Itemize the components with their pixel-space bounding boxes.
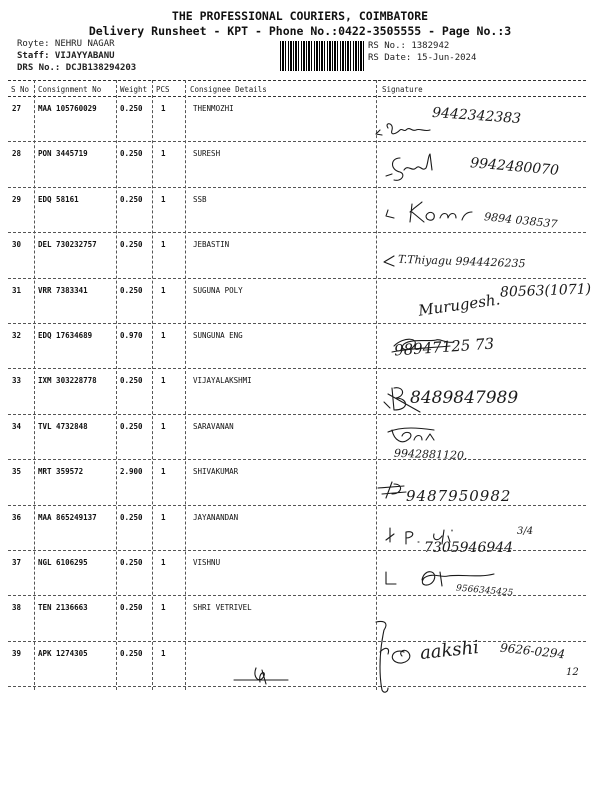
row-sno: 29 <box>12 194 22 204</box>
signature-29 <box>384 198 494 230</box>
row-sno: 37 <box>12 558 22 567</box>
row-pcs: 1 <box>161 104 166 113</box>
barcode <box>280 41 364 71</box>
row-separator <box>8 232 586 233</box>
col-pcs: PCS <box>156 85 170 94</box>
row-consignee: SARAVANAN <box>193 421 234 431</box>
signature-39-text: aakshi <box>419 636 480 665</box>
drs-number: DRS No.: DCJB138294203 <box>17 63 137 73</box>
row-separator <box>8 323 586 324</box>
row-consignment-no: PON 3445719 <box>38 149 88 159</box>
col-consignee: Consignee Details <box>190 85 267 94</box>
signature-28 <box>382 150 482 186</box>
row-weight: 0.970 <box>120 331 143 340</box>
row-consignee: THENMOZHI <box>193 104 234 113</box>
col-divider <box>116 80 117 690</box>
row-pcs: 1 <box>161 467 166 477</box>
row-pcs: 1 <box>161 149 166 159</box>
row-sno: 28 <box>12 149 22 159</box>
row-sno: 34 <box>12 421 22 431</box>
row-pcs: 1 <box>161 194 166 204</box>
table-top-rule <box>8 80 586 81</box>
row-separator <box>8 187 586 188</box>
row-pcs: 1 <box>161 512 166 522</box>
col-signature: Signature <box>382 85 423 94</box>
rs-number: RS No.: 1382942 <box>368 41 450 51</box>
col-consignment: Consignment No <box>38 85 102 94</box>
row-consignment-no: TEN 2136663 <box>38 603 88 613</box>
note-36: 3/4 <box>517 526 534 537</box>
col-divider <box>34 80 35 690</box>
row-weight: 0.250 <box>120 603 143 613</box>
phone-37: 9566345425 <box>455 583 514 599</box>
row-sno: 35 <box>12 467 22 477</box>
phone-36: 7305946944 <box>424 540 514 556</box>
row-pcs: 1 <box>161 421 166 431</box>
note-39: 12 <box>566 667 579 678</box>
row-sno: 38 <box>12 603 22 613</box>
signature-27 <box>374 118 434 148</box>
row-weight: 0.250 <box>120 104 143 113</box>
row-pcs: 1 <box>161 603 166 613</box>
row-consignee: VIJAYALAKSHMI <box>193 376 252 386</box>
row-sno: 32 <box>12 331 22 340</box>
row-weight: 0.250 <box>120 149 143 159</box>
runsheet-subtitle: Delivery Runsheet - KPT - Phone No.:0422-3505555 - Page No.:3 <box>88 24 512 38</box>
row-separator <box>8 459 586 460</box>
row-consignment-no: TVL 4732848 <box>38 421 88 431</box>
row-consignment-no: MAA 105760029 <box>38 104 97 113</box>
row-consignee: SUNGUNA ENG <box>193 331 243 340</box>
phone-34: 9942881120. <box>393 446 468 463</box>
signature-30-text: T.Thiyagu 9944426235 <box>397 252 526 271</box>
row-pcs: 1 <box>161 648 166 658</box>
row-sno: 33 <box>12 376 22 386</box>
phone-28: 9942480070 <box>469 155 560 179</box>
row-consignment-no: APK 1274305 <box>38 648 88 658</box>
row-consignee: JAYANANDAN <box>193 512 239 522</box>
rs-date: RS Date: 15-Jun-2024 <box>368 53 477 63</box>
row-weight: 0.250 <box>120 285 143 295</box>
row-sno: 27 <box>12 104 22 113</box>
phone-39: 9626-0294 <box>499 640 566 662</box>
col-divider <box>185 80 186 690</box>
row-consignee: VISHNU <box>193 558 221 567</box>
row-separator <box>8 278 586 279</box>
row-separator <box>8 368 586 369</box>
row-consignment-no: EDQ 58161 <box>38 194 79 204</box>
row-consignment-no: EDQ 17634689 <box>38 331 93 340</box>
row-consignee: SHRI VETRIVEL <box>193 603 252 613</box>
row-separator <box>8 641 586 642</box>
phone-33: 8489847989 <box>410 388 519 408</box>
phone-27: 9442342383 <box>431 104 522 128</box>
row-separator <box>8 414 586 415</box>
row-pcs: 1 <box>161 240 166 250</box>
row-separator <box>8 686 586 687</box>
row-weight: 0.250 <box>120 512 143 522</box>
row-sno: 39 <box>12 648 22 658</box>
row-consignment-no: NGL 6106295 <box>38 558 88 567</box>
row-pcs: 1 <box>161 558 166 567</box>
company-title: THE PROFESSIONAL COURIERS, COIMBATORE <box>171 9 429 23</box>
row-pcs: 1 <box>161 331 166 340</box>
row-weight: 2.900 <box>120 467 143 477</box>
row-sno: 31 <box>12 285 22 295</box>
row-weight: 0.250 <box>120 558 143 567</box>
row-consignment-no: MAA 865249137 <box>38 512 97 522</box>
row-consignee: SUGUNA POLY <box>193 285 243 295</box>
phone-32: 98947125 73 <box>393 334 495 360</box>
row-consignee: SSB <box>193 194 207 204</box>
row-sno: 30 <box>12 240 22 250</box>
row-weight: 0.250 <box>120 421 143 431</box>
row-pcs: 1 <box>161 376 166 386</box>
row-pcs: 1 <box>161 285 166 295</box>
row-consignee: SHIVAKUMAR <box>193 467 239 477</box>
signature-31: Murugesh. <box>417 290 502 320</box>
row-consignee: SURESH <box>193 149 221 159</box>
row-consignment-no: IXM 303228778 <box>38 376 97 386</box>
col-divider <box>152 80 153 690</box>
row-consignee: JEBASTIN <box>193 240 230 250</box>
table-header-rule <box>8 96 586 97</box>
row-consignment-no: VRR 7383341 <box>38 285 88 295</box>
row-weight: 0.250 <box>120 376 143 386</box>
row-consignment-no: MRT 359572 <box>38 467 84 477</box>
row-consignment-no: DEL 730232757 <box>38 240 97 250</box>
row-weight: 0.250 <box>120 194 143 204</box>
col-divider <box>376 80 377 690</box>
phone-35: 9487950982 <box>406 487 512 505</box>
consignee-signature-39 <box>232 664 292 688</box>
col-sno: S No <box>11 85 30 94</box>
col-weight: Weight <box>120 85 148 94</box>
row-weight: 0.250 <box>120 240 143 250</box>
row-sno: 36 <box>12 512 22 522</box>
row-weight: 0.250 <box>120 648 143 658</box>
phone-31: 80563(1071) <box>499 281 592 301</box>
route-label: Royte: NEHRU NAGAR <box>17 39 115 49</box>
phone-29: 9894 038537 <box>483 210 558 231</box>
staff-label: Staff: VIJAYYABANU <box>17 51 115 61</box>
row-separator <box>8 141 586 142</box>
